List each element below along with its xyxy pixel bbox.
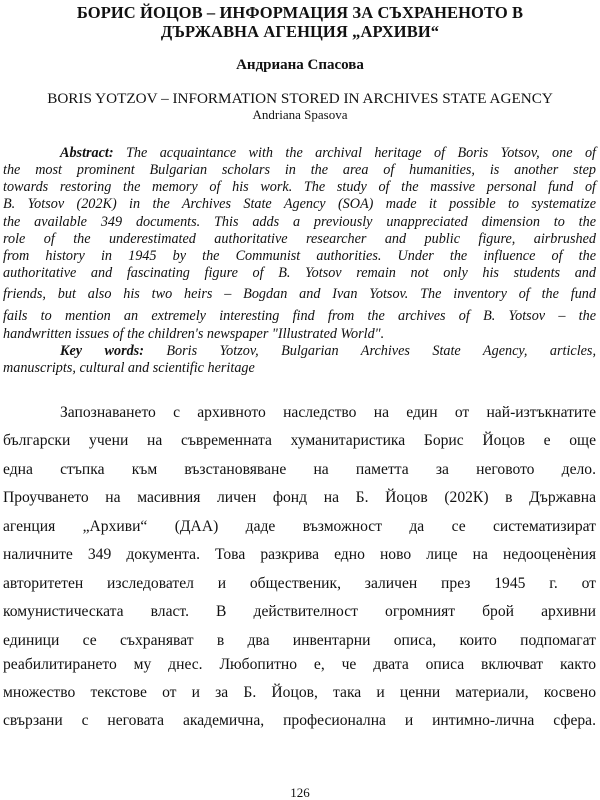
abstract-line: the most prominent Bulgarian scholars in the area of humanities, is another step bbox=[3, 162, 596, 178]
author-bulgarian: Андриана Спасова bbox=[236, 57, 364, 73]
abstract-line: handwritten issues of the children's newspaper "Illustrated World". bbox=[3, 326, 385, 342]
body-line: множество текстове от и за Б. Йоцов, така и ценни материали, косвено bbox=[3, 684, 596, 701]
body-line: наличните 349 документа. Това разкрива едно ново лице на недооценѐния bbox=[3, 546, 596, 563]
abstract-line: Abstract: The acquaintance with the archival heritage of Boris Yotsov, one of bbox=[60, 145, 596, 161]
body-line: български учени на съвременната хуманитаристика Борис Йоцов е още bbox=[3, 432, 596, 449]
abstract-line: role of the underestimated authoritative researcher and public figure, airbrushed bbox=[3, 231, 596, 247]
body-line: реабилитирането му днес. Любопитно е, че двата описа включват както bbox=[3, 656, 596, 673]
body-line: единици се съхраняват в два инвентарни описа, които подпомагат bbox=[3, 632, 596, 649]
keywords-label: Key words: bbox=[60, 343, 144, 359]
page-number: 126 bbox=[290, 785, 310, 800]
abstract-line: towards restoring the memory of his work. The study of the massive personal fund of bbox=[3, 179, 596, 195]
abstract-label: Abstract: bbox=[60, 145, 114, 161]
body-line: свързани с неговата академична, професионална и интимно-лична сфера. bbox=[3, 712, 596, 729]
abstract-line: authoritative and fascinating figure of B. Yotsov remain not only his students and bbox=[3, 265, 596, 281]
body-line: Запознаването с архивното наследство на един от най-изтъкнатите bbox=[60, 404, 596, 421]
abstract-line: fails to mention an extremely interesting find from the archives of B. Yotsov – the bbox=[3, 308, 596, 324]
keywords-line: Key words: Boris Yotzov, Bulgarian Archives State Agency, articles, bbox=[60, 343, 596, 359]
title-bulgarian-line-2: ДЪРЖАВНА АГЕНЦИЯ „АРХИВИ“ bbox=[160, 22, 440, 41]
keywords-line: manuscripts, cultural and scientific heritage bbox=[3, 360, 255, 376]
abstract-line: the available 349 documents. This adds a previously unappreciated dimension to the bbox=[3, 214, 596, 230]
abstract-line: from history in 1945 by the Communist authorities. Under the influence of the bbox=[3, 248, 596, 264]
title-english: BORIS YOTZOV – INFORMATION STORED IN ARCHIVES STATE AGENCY bbox=[47, 90, 553, 107]
body-line: една стъпка към възстановяване на паметта за неговото дело. bbox=[3, 461, 596, 478]
abstract-line: B. Yotsov (202K) in the Archives State Agency (SOA) made it possible to systematize bbox=[3, 196, 596, 212]
body-line: Проучването на масивния личен фонд на Б. Йоцов (202К) в Държавна bbox=[3, 489, 596, 506]
author-english: Andriana Spasova bbox=[252, 107, 348, 122]
body-line: агенция „Архиви“ (ДАА) даде възможност да се систематизират bbox=[3, 518, 596, 535]
title-bulgarian-line-1: БОРИС ЙОЦОВ – ИНФОРМАЦИЯ ЗА СЪХРАНЕНОТО В bbox=[76, 3, 524, 22]
body-line: авторитетен изследовател и общественик, заличен през 1945 г. от bbox=[3, 575, 596, 592]
abstract-line: friends, but also his two heirs – Bogdan and Ivan Yotsov. The inventory of the fund bbox=[3, 286, 596, 302]
body-line: комунистическата власт. В действителност огромният брой архивни bbox=[3, 603, 596, 620]
